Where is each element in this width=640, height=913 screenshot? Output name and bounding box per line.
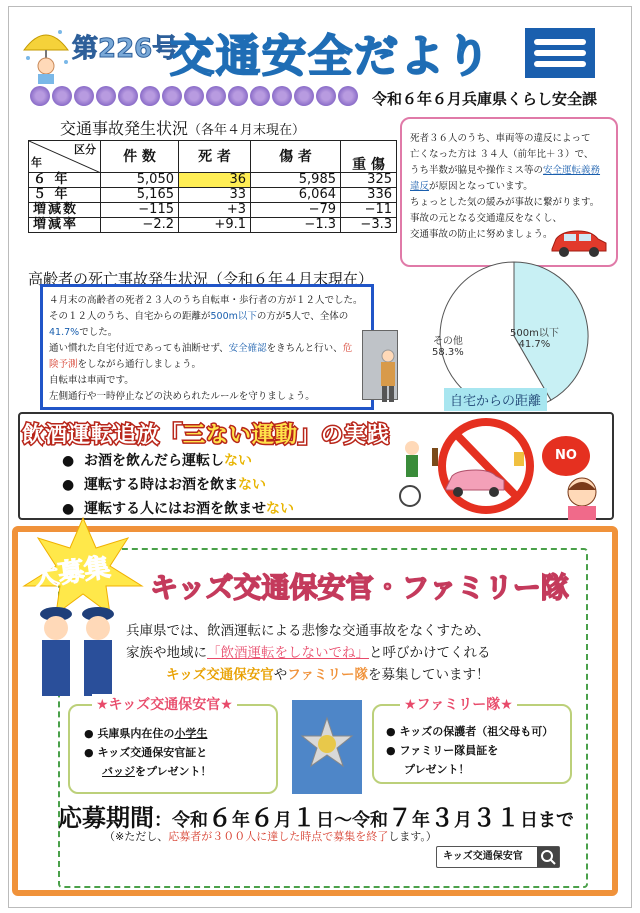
fatality-note-box: 死者３６人のうち、車両等の違反によって 亡くなった方は ３４人（前年比＋３）で、 うち半数が脇見や操作ミス等の安全運転義務 違反が原因となっています。 ちょっとした気の緩みが事故に繋がります。 事故の元となる交通違反をなくし、 交通事故の防止に努めましょう。: [400, 117, 618, 267]
accident-table: [28, 140, 397, 233]
issue-number: 第226号: [72, 34, 179, 64]
hydrangea-decoration: [30, 86, 360, 108]
col-header: 死 者: [179, 141, 251, 173]
issuer: 令和６年６月兵庫県くらし安全課: [372, 90, 598, 108]
big-recruit-label: 大募集: [30, 552, 113, 594]
pie-title: 自宅からの距離: [444, 388, 547, 411]
list-item: ● 運転する人にはお酒を飲ませない: [62, 501, 294, 517]
table-corner: 区分 年: [29, 141, 101, 173]
elderly-info-box: ４月末の高齢者の死者２３人のうち自転車・歩行者の方が１２人でした。 その１２人のうち、自宅からの距離が500m以下の方が5人で、全体の 41.7%でした。 通い慣れた自宅付近であっても油断せず、安全確認をきちんと行い、危 険予測をしながら通行しましょう。 自転車は車両です。 左側通行や一時停止などの決められたルールを守りましょう。: [40, 284, 374, 410]
list-item: ● ファミリー隊員証を: [386, 744, 499, 757]
table-row: 増減数 −115 +3 −79 −11: [29, 203, 397, 218]
kids-officer-box: [68, 704, 278, 794]
list-item: プレゼント！: [404, 763, 470, 776]
list-item: ● キッズ交通保安官証と: [84, 746, 208, 759]
search-icon[interactable]: [537, 847, 559, 867]
highlighted-cell: 36: [179, 173, 251, 188]
recruit-intro: 兵庫県では、飲酒運転による悲惨な交通事故をなくすため、 家族や地域に「飲酒運転をしないでね」と呼びかけてくれる キッズ交通保安官やファミリー隊を募集しています！: [126, 623, 491, 683]
newsletter-title: 交通安全だより: [170, 31, 492, 82]
drunk-driving-title: 飲酒運転追放「三ない運動」の実践: [22, 423, 391, 448]
list-item: バッジをプレゼント！: [102, 765, 212, 778]
family-team-heading: ★ファミリー隊★: [400, 694, 517, 714]
elderly-stats-title: 高齢者の死亡事故発生状況（令和６年４月末現在）: [28, 270, 374, 288]
list-item: ● 運転する時はお酒を飲まない: [62, 477, 266, 493]
table-row: ５ 年 5,165 33 6,064 336: [29, 188, 397, 203]
elderly-man-illustration: [374, 348, 402, 404]
kids-badge-image: [292, 700, 362, 794]
recruit-title: キッズ交通保安官・ファミリー隊: [150, 571, 569, 604]
three-no-list: [62, 450, 294, 518]
list-item: ● お酒を飲んだら運転しない: [62, 453, 252, 469]
girl-illustration: [560, 474, 604, 520]
table-row: ６ 年 5,050 36 5,985 325: [29, 173, 397, 188]
hyogo-logo: [525, 28, 595, 78]
pie-label-500m: 500m以下 41.7%: [510, 328, 559, 350]
no-speech-bubble: NO: [542, 436, 590, 476]
application-period: 応募期間：令和６年６月１日〜令和７年３月３１日まで: [58, 804, 574, 832]
pie-label-other: その他 58.3%: [432, 336, 464, 358]
col-header: 件 数: [101, 141, 179, 173]
col-header: 重 傷: [341, 141, 397, 173]
list-item: ● キッズの保護者（祖父母も可）: [386, 725, 554, 738]
col-header: 傷 者: [251, 141, 341, 173]
kids-officer-heading: ★キッズ交通保安官★: [92, 694, 237, 714]
table-row: 増減率 −2.2 +9.1 −1.3 −3.3: [29, 218, 397, 233]
kids-officers-illustration: [36, 604, 120, 700]
list-item: ● 兵庫県内在住の小学生: [84, 727, 208, 740]
accident-stats-title: 交通事故発生状況（各年４月末現在）: [60, 119, 306, 138]
search-box[interactable]: キッズ交通保安官: [436, 846, 560, 868]
umbrella-girl-illustration: [20, 24, 72, 84]
period-note: （※ただし、応募者が３００人に達した時点で募集を終了します。）: [104, 830, 437, 843]
no-drunk-driving-illustration: [396, 418, 546, 514]
red-car-illustration: [548, 225, 610, 259]
family-team-box: [372, 704, 572, 784]
